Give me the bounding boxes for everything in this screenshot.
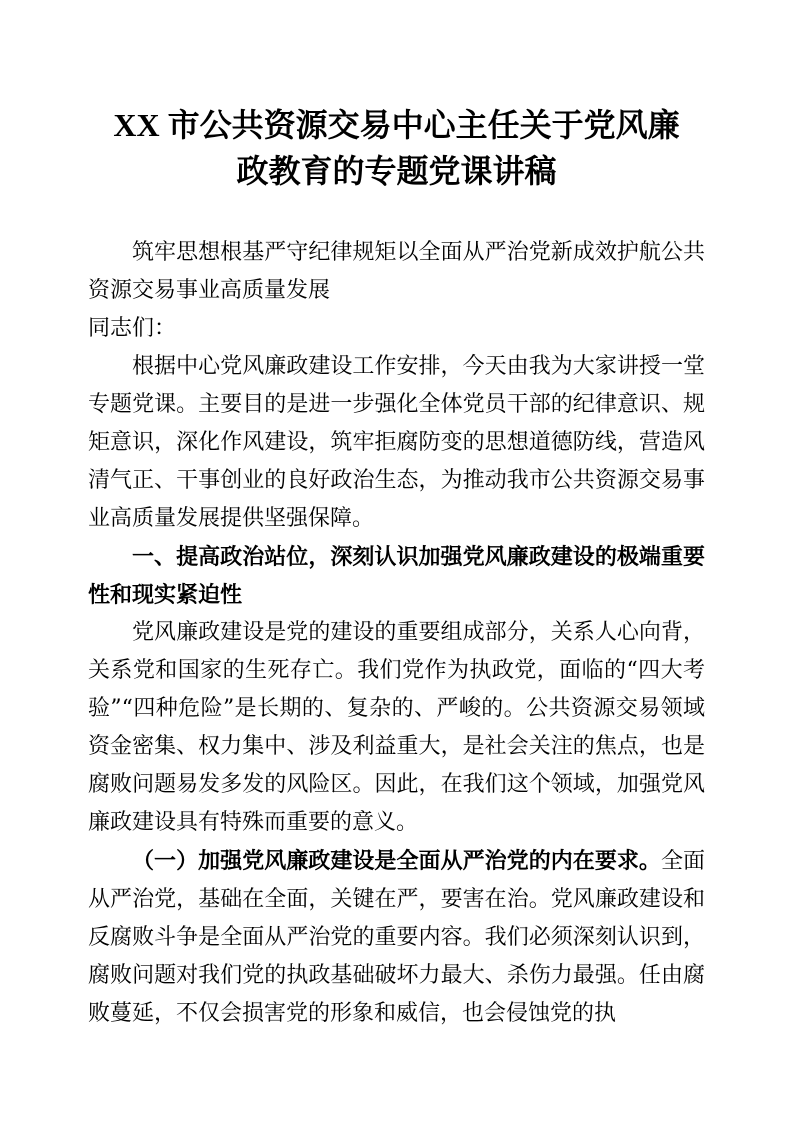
document-title: XX 市公共资源交易中心主任关于党风廉政教育的专题党课讲稿 [113,107,680,189]
paragraph-subtitle: 筑牢思想根基严守纪律规矩以全面从严治党新成效护航公共资源交易事业高质量发展 [88,240,705,303]
subsection-1-text: 全面从严治党，基础在全面，关键在严，要害在治。党风廉政建设和反腐败斗争是全面从严治党的重要内容。我们必须深刻认识到，腐败问题对我们党的执政基础破坏力最大、杀伤力最强。任由腐败蔓延，不仅会损害党的形象和威信，也会侵蚀党的执 [88,849,705,1026]
section-1-subsection-1 [88,842,705,1033]
paragraph-intro: 根据中心党风廉政建设工作安排，今天由我为大家讲授一堂专题党课。主要目的是进一步强化全体党员干部的纪律意识、规矩意识，深化作风建设，筑牢拒腐防变的思想道德防线，营造风清气正、干事创业的良好政治生态，为推动我市公共资源交易事业高质量发展提供坚强保障。 [88,354,705,531]
paragraph-salutation: 同志们： [88,316,177,341]
section-1-heading: 一、提高政治站位，深刻认识加强党风廉政建设的极端重要性和现实紧迫性 [88,544,705,607]
subsection-1-lead: （一）加强党风廉政建设是全面从严治党的内在要求。 [132,848,661,874]
section-1-paragraph: 党风廉政建设是党的建设的重要组成部分，关系人心向背，关系党和国家的生死存亡。我们党作为执政党，面临的“四大考验”“四种危险”是长期的、复杂的、严峻的。公共资源交易领域资金密集、权力集中、涉及利益重大，是社会关注的焦点，也是腐败问题易发多发的风险区。因此，在我们这个领域，加强党风廉政建设具有特殊而重要的意义。 [88,620,705,835]
